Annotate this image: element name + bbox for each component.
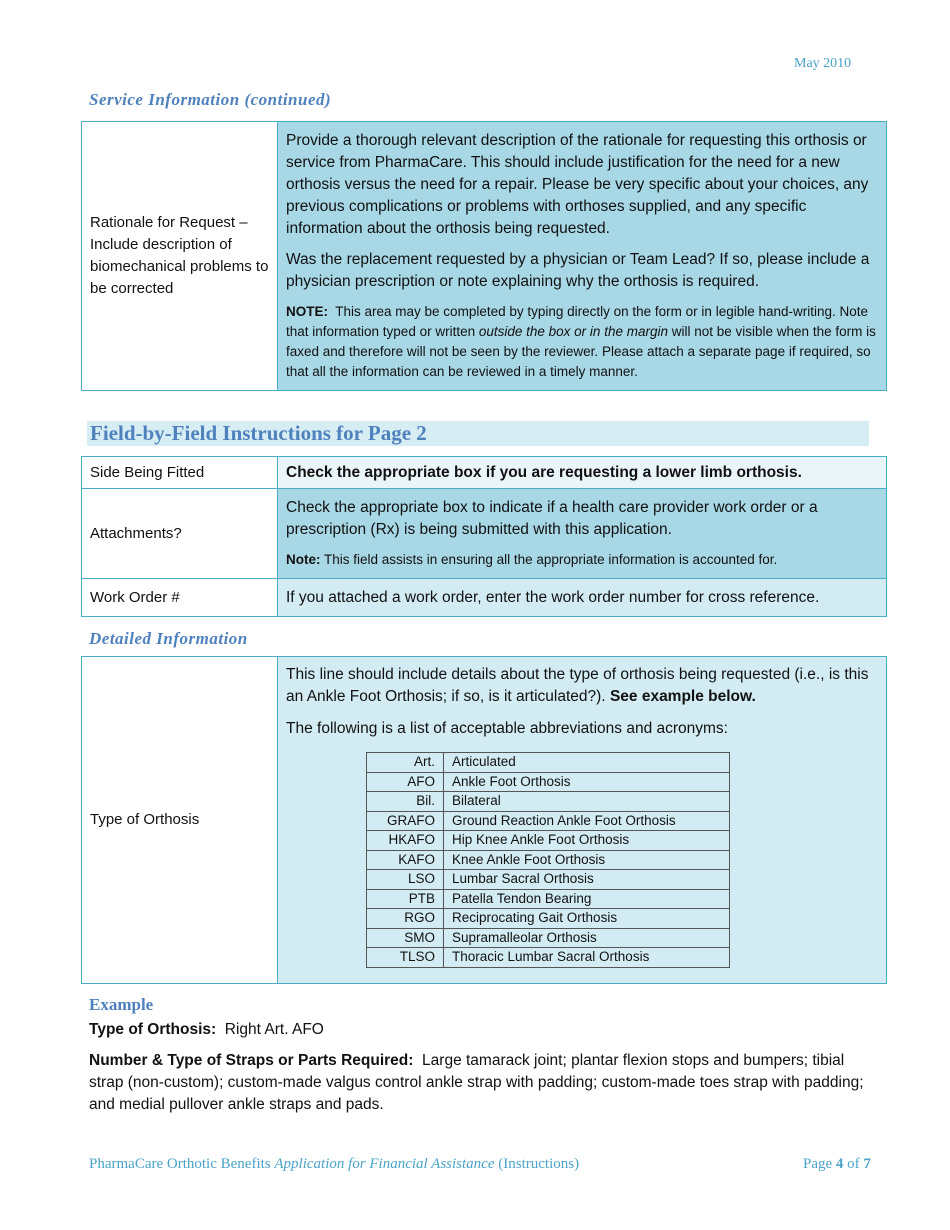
note-label: NOTE: — [286, 304, 328, 319]
attachments-instruction: Check the appropriate box to indicate if a health care provider work order or a prescription (Rx) is being submitted with this application. — [286, 499, 818, 538]
detailed-info-heading: Detailed Information — [89, 629, 248, 648]
abbreviation-meaning: Ankle Foot Orthosis — [444, 772, 730, 792]
type-orthosis-description: This line should include details about the type of orthosis being requested (i.e., is this an Ankle Foot Orthosis; if so, is it articulated?). — [286, 666, 869, 706]
abbreviation-row — [367, 811, 730, 831]
example-parts-line — [89, 1050, 869, 1116]
abbreviation-meaning: Articulated — [444, 753, 730, 773]
example-type-value: Right Art. AFO — [224, 1021, 324, 1038]
abbreviation-meaning: Lumbar Sacral Orthosis — [444, 870, 730, 890]
abbreviation-row — [367, 850, 730, 870]
type-orthosis-instructions — [278, 657, 887, 984]
side-fitted-label: Side Being Fitted — [82, 457, 278, 489]
rationale-paragraph-2: Was the replacement requested by a physician or Team Lead? If so, please include a physician prescription or note explaining why the orthosis is required. — [286, 251, 870, 290]
type-orthosis-row — [82, 657, 887, 984]
type-orthosis-label: Type of Orthosis — [82, 657, 278, 984]
abbreviation-intro: The following is a list of acceptable abbreviations and acronyms: — [286, 720, 728, 738]
abbreviation-meaning: Thoracic Lumbar Sacral Orthosis — [444, 948, 730, 968]
abbreviation-meaning: Hip Knee Ankle Foot Orthosis — [444, 831, 730, 851]
work-order-text: If you attached a work order, enter the work order number for cross reference. — [278, 579, 887, 617]
abbreviation-code: TLSO — [367, 948, 444, 968]
footer-doc-title: Application for Financial Assistance — [274, 1156, 495, 1172]
example-type-label: Type of Orthosis: — [89, 1021, 217, 1038]
abbreviation-code: KAFO — [367, 850, 444, 870]
note-text-a: This area may be completed by typing directly on the form or in legible hand-writing. Note that information typed or written — [286, 304, 869, 339]
abbreviation-meaning: Ground Reaction Ankle Foot Orthosis — [444, 811, 730, 831]
abbreviation-code: Bil. — [367, 792, 444, 812]
rationale-paragraph-1: Provide a thorough relevant description of the rationale for requesting this orthosis or service from PharmaCare. This should include justification for the need for a new orthosis versus the need for a repair. Please be very specific about your choices, any previous complications or problems with orthoses supplied, and any specific information about the orthosis being requested. — [286, 132, 869, 237]
see-example-note: See example below. — [609, 688, 756, 706]
example-parts-value: Large tamarack joint; plantar flexion stops and bumpers; tibial strap (non-custom); custom-made valgus control ankle strap with padding; custom-made toes strap with padding; and medial pullover ankle straps and pads. — [89, 1052, 864, 1113]
example-parts-label: Number & Type of Straps or Parts Required: — [89, 1052, 414, 1069]
abbreviation-meaning: Knee Ankle Foot Orthosis — [444, 850, 730, 870]
abbreviation-code: LSO — [367, 870, 444, 890]
abbreviation-row — [367, 792, 730, 812]
abbreviation-row — [367, 909, 730, 929]
work-order-label: Work Order # — [82, 579, 278, 617]
footer-page-total: 7 — [863, 1156, 871, 1172]
abbreviation-code: HKAFO — [367, 831, 444, 851]
footer-page-word: Page — [803, 1156, 833, 1172]
abbreviation-row — [367, 948, 730, 968]
page2-fields-table — [81, 456, 887, 617]
abbreviation-table — [366, 752, 730, 968]
attachments-note — [286, 550, 878, 570]
footer-doc-suffix: (Instructions) — [498, 1156, 580, 1172]
footer-of-word: of — [847, 1156, 860, 1172]
work-order-row — [82, 579, 887, 617]
attachments-note-label: Note: — [286, 552, 321, 567]
example-heading: Example — [89, 995, 154, 1014]
attachments-row — [82, 489, 887, 579]
side-fitted-text — [278, 457, 887, 489]
rationale-row — [82, 122, 887, 391]
abbreviation-row — [367, 889, 730, 909]
abbreviation-row — [367, 831, 730, 851]
abbreviation-code: PTB — [367, 889, 444, 909]
footer-page-current: 4 — [835, 1156, 844, 1172]
attachments-label: Attachments? — [82, 489, 278, 579]
page2-instructions-heading: Field-by-Field Instructions for Page 2 — [87, 421, 869, 446]
document-date: May 2010 — [794, 56, 852, 71]
abbreviation-meaning: Bilateral — [444, 792, 730, 812]
side-fitted-row — [82, 457, 887, 489]
note-text-italic: outside the box or in the margin — [478, 324, 668, 339]
side-fitted-instruction: Check the appropriate box if you are requesting a lower limb orthosis. — [286, 463, 802, 481]
abbreviation-meaning: Supramalleolar Orthosis — [444, 928, 730, 948]
rationale-label: Rationale for Request – Include description of biomechanical problems to be corrected — [82, 122, 278, 391]
abbreviation-code: RGO — [367, 909, 444, 929]
abbreviation-row — [367, 928, 730, 948]
abbreviation-meaning: Reciprocating Gait Orthosis — [444, 909, 730, 929]
footer-document-title — [89, 1156, 579, 1173]
type-orthosis-text — [286, 664, 878, 708]
attachments-text — [278, 489, 887, 579]
abbreviation-meaning: Patella Tendon Bearing — [444, 889, 730, 909]
example-type-line — [89, 1019, 869, 1041]
abbreviation-code: AFO — [367, 772, 444, 792]
abbreviation-row — [367, 772, 730, 792]
abbreviation-code: SMO — [367, 928, 444, 948]
note-text-b: will not be visible when the form is faxed and therefore will not be seen by the reviewer. Please attach a separate page if required, so that all the information can be reviewed in a timely manner. — [286, 324, 876, 379]
abbreviation-row — [367, 870, 730, 890]
detailed-info-table — [81, 656, 887, 984]
rationale-instructions — [278, 122, 887, 391]
abbreviation-row — [367, 753, 730, 773]
abbreviation-code: GRAFO — [367, 811, 444, 831]
rationale-note — [286, 302, 878, 382]
footer-org: PharmaCare Orthotic Benefits — [89, 1156, 271, 1172]
footer-page-number — [803, 1156, 871, 1173]
rationale-table — [81, 121, 887, 391]
abbreviation-code: Art. — [367, 753, 444, 773]
service-info-heading: Service Information (continued) — [89, 90, 332, 109]
attachments-note-text: This field assists in ensuring all the appropriate information is accounted for. — [324, 552, 778, 567]
